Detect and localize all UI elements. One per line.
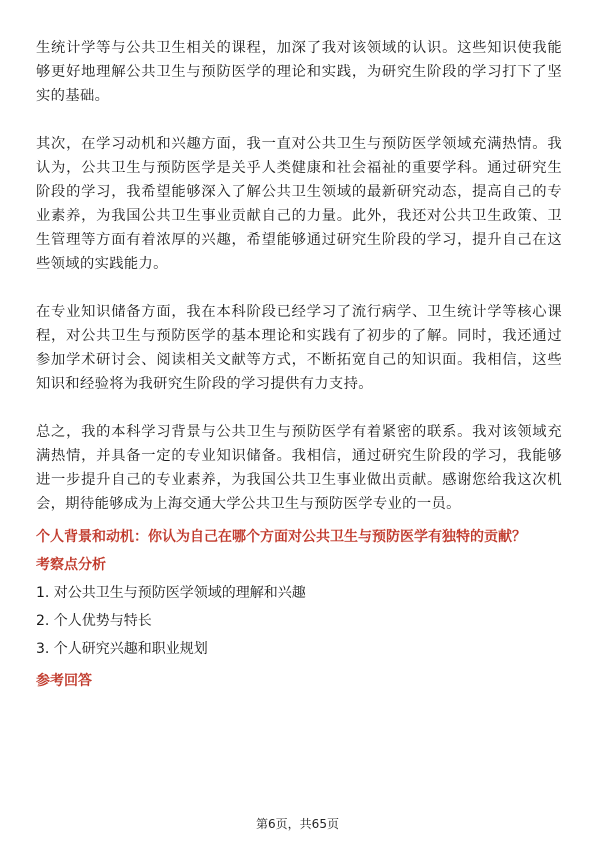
list-item: 2. 个人优势与特长 <box>36 613 152 629</box>
body-paragraph: 在专业知识储备方面，我在本科阶段已经学习了流行病学、卫生统计学等核心课程，对公共卫生与预防医学的基本理论和实践有了初步的了解。同时，我还通过参加学术研讨会、阅读相关文献等方式，不断拓宽自己的知识面。我相信，这些知识和经验将为我研究生阶段的学习提供有力支持。 <box>36 304 562 392</box>
question-heading: 个人背景和动机：你认为自己在哪个方面对公共卫生与预防医学有独特的贡献？ <box>36 529 526 545</box>
body-paragraph: 其次，在学习动机和兴趣方面，我一直对公共卫生与预防医学领域充满热情。我认为，公共卫生与预防医学是关乎人类健康和社会福祉的重要学科。通过研究生阶段的学习，我希望能够深入了解公共卫生领域的最新研究动态，提高自己的专业素养，为我国公共卫生事业贡献自己的力量。此外，我还对公共卫生政策、卫生管理等方面有着浓厚的兴趣，希望能够通过研究生阶段的学习，提升自己在这些领域的实践能力。 <box>36 136 562 272</box>
reference-answer-heading: 参考回答 <box>36 673 92 689</box>
analysis-points-list <box>36 582 562 660</box>
list-item: 1. 对公共卫生与预防医学领域的理解和兴趣 <box>36 585 306 601</box>
analysis-heading: 考察点分析 <box>36 557 106 573</box>
list-item: 3. 个人研究兴趣和职业规划 <box>36 641 208 657</box>
document-page <box>36 36 562 698</box>
page-number: 第6页，共65页 <box>256 817 339 831</box>
body-paragraph: 总之，我的本科学习背景与公共卫生与预防医学有着紧密的联系。我对该领域充满热情，并具备一定的专业知识储备。我相信，通过研究生阶段的学习，我能够进一步提升自己的专业素养，为我国公共卫生事业做出贡献。感谢您给我这次机会，期待能够成为上海交通大学公共卫生与预防医学专业的一员。 <box>36 424 562 512</box>
body-paragraph: 生统计学等与公共卫生相关的课程，加深了我对该领域的认识。这些知识使我能够更好地理解公共卫生与预防医学的理论和实践，为研究生阶段的学习打下了坚实的基础。 <box>36 40 562 104</box>
